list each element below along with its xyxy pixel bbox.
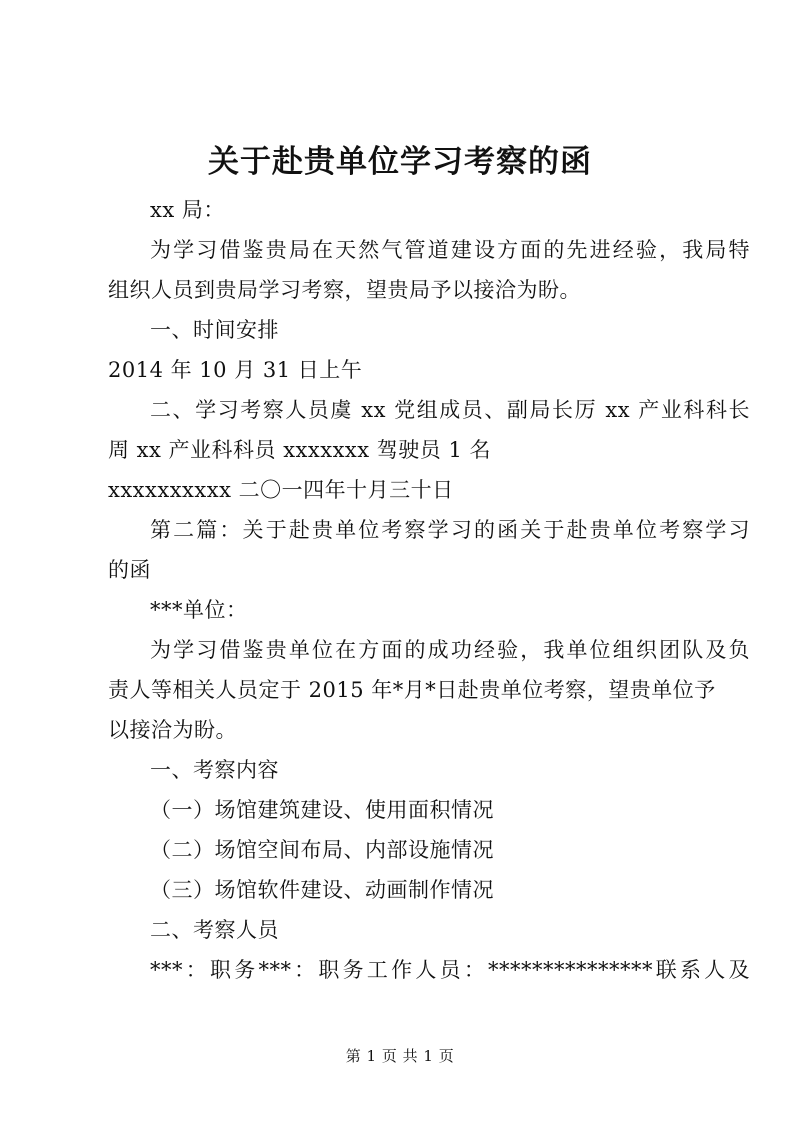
date-line: 2014 年 10 月 31 日上午 <box>108 358 363 382</box>
section-heading-time: 一、时间安排 <box>150 318 279 342</box>
document-title: 关于赴贵单位学习考察的函 <box>208 144 592 180</box>
recipient-line: xx 局： <box>150 198 225 222</box>
personnel-line: ***：职务***：职务工作人员：***************联系人及 <box>150 958 750 982</box>
paragraph-line-2: 组织人员到贵局学习考察，望贵局予以接洽为盼。 <box>108 278 581 302</box>
content-item-2: （二）场馆空间布局、内部设施情况 <box>150 838 494 862</box>
page-footer: 第 1 页 共 1 页 <box>345 1047 455 1065</box>
second-paragraph-line-3: 以接洽为盼。 <box>108 718 237 742</box>
section-heading-personnel: 二、考察人员 <box>150 918 279 942</box>
second-paragraph-line-1: 为学习借鉴贵单位在方面的成功经验，我单位组织团队及负 <box>150 638 750 662</box>
people-line-1: 二、学习考察人员虞 xx 党组成员、副局长厉 xx 产业科科长 <box>150 398 750 422</box>
content-item-3: （三）场馆软件建设、动画制作情况 <box>150 878 494 902</box>
recipient-line-2: ***单位： <box>150 598 248 622</box>
second-section-title-line-2: 的函 <box>108 558 151 582</box>
people-line-2: 周 xx 产业科科员 xxxxxxx 驾驶员 1 名 <box>108 438 492 462</box>
section-heading-content: 一、考察内容 <box>150 758 279 782</box>
paragraph-line-1: 为学习借鉴贵局在天然气管道建设方面的先进经验，我局特 <box>150 238 750 262</box>
second-paragraph-line-2: 责人等相关人员定于 2015 年*月*日赴贵单位考察，望贵单位予 <box>108 678 716 702</box>
content-item-1: （一）场馆建筑建设、使用面积情况 <box>150 798 494 822</box>
second-section-title-line-1: 第二篇：关于赴贵单位考察学习的函关于赴贵单位考察学习 <box>150 518 750 542</box>
signature-date-line: xxxxxxxxxx 二〇一四年十月三十日 <box>108 478 454 502</box>
